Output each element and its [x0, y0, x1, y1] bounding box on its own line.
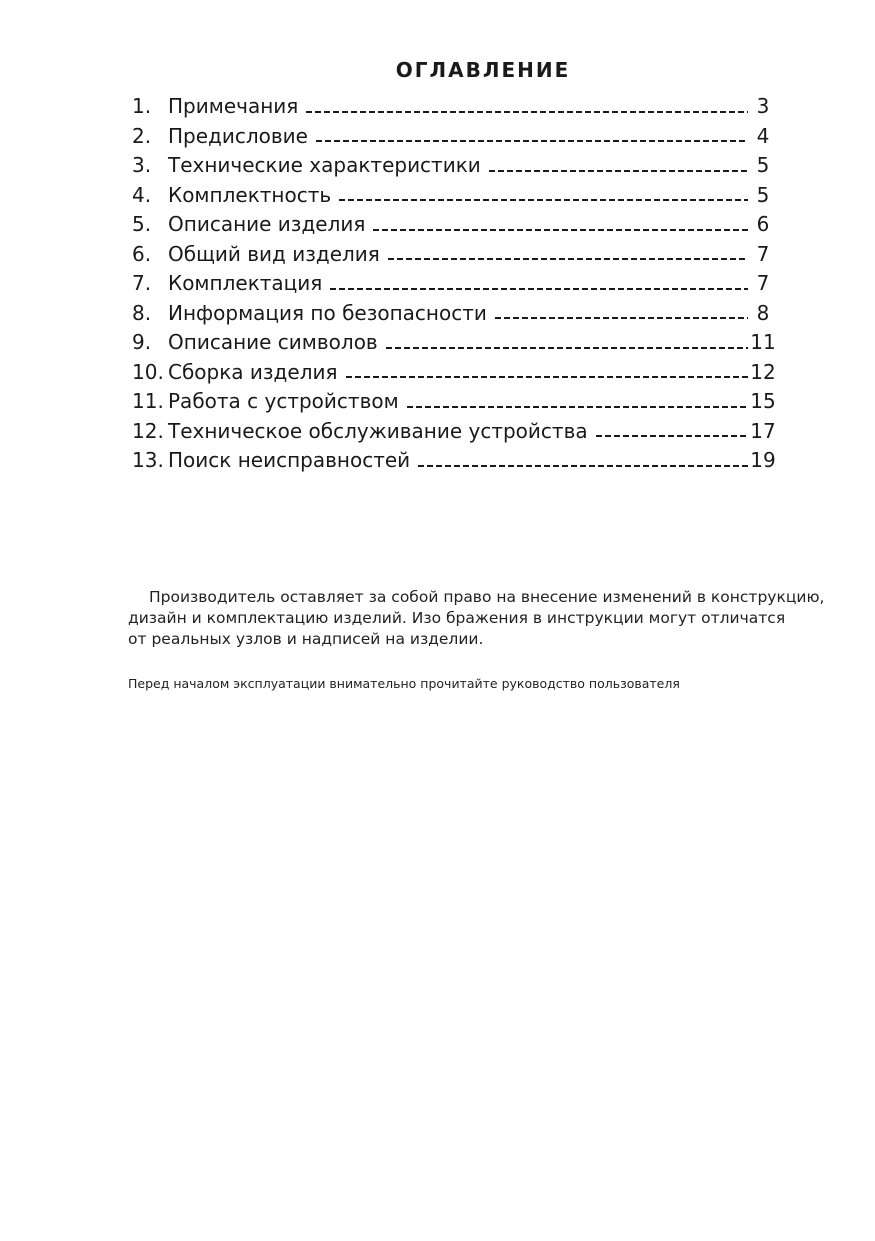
- toc-entry-title: Поиск неисправностей: [168, 448, 411, 472]
- toc-entry: [132, 181, 778, 211]
- toc-dash-leader: [407, 406, 748, 408]
- toc-dash-leader: [388, 258, 748, 260]
- toc-dash-leader: [330, 288, 748, 290]
- toc-entry-number: 3.: [132, 153, 152, 177]
- toc-entry-number: 4.: [132, 182, 152, 207]
- toc-dash-leader: [346, 376, 748, 378]
- toc-entry: [132, 358, 778, 388]
- toc-entry-number: 8.: [132, 300, 152, 325]
- toc-entry-title: Технические характеристики: [168, 153, 481, 177]
- toc-entry-number: 5.: [132, 212, 152, 236]
- toc-dash-leader: [386, 347, 748, 349]
- toc-dash-leader: [316, 140, 748, 142]
- toc-entry-number: 6.: [132, 241, 152, 266]
- toc-entry-page: 3: [756, 94, 770, 118]
- toc-entry-number: 1.: [132, 94, 152, 118]
- toc-entry-title: Примечания: [168, 94, 299, 118]
- toc-entry-page: 11: [750, 330, 776, 354]
- toc-entry-page: 12: [750, 359, 776, 384]
- toc-entry: [132, 92, 778, 122]
- toc-entry-page: 6: [756, 212, 770, 236]
- toc-entry-page: 7: [756, 271, 770, 295]
- toc-entry: [132, 387, 778, 417]
- toc-entry-page: 5: [756, 153, 770, 177]
- toc-entry: [132, 328, 778, 358]
- toc-entry-title: Предисловие: [168, 123, 308, 148]
- toc-entry-number: 11.: [132, 389, 164, 413]
- toc-entry-title: Работа с устройством: [168, 389, 399, 413]
- toc-entry-number: 10.: [132, 359, 164, 384]
- toc-entry-page: 15: [750, 389, 776, 413]
- toc-entry: [132, 446, 778, 476]
- toc-entry-title: Техническое обслуживание устройства: [168, 418, 588, 443]
- toc-entry-title: Сборка изделия: [168, 359, 338, 384]
- toc-entry-page: 5: [756, 182, 770, 207]
- toc-entry-page: 17: [750, 418, 776, 443]
- toc-entry-number: 2.: [132, 123, 152, 148]
- toc-entry-page: 8: [756, 300, 770, 325]
- toc-entry-title: Общий вид изделия: [168, 241, 380, 266]
- toc-entry: [132, 299, 778, 329]
- manufacturer-notice: [128, 587, 825, 650]
- notice-line-2: дизайн и комплектацию изделий. Изо бражения в инструкции могут отличатся: [128, 609, 786, 627]
- toc-entry-page: 4: [756, 123, 770, 148]
- toc-entry-number: 7.: [132, 271, 152, 295]
- toc-dash-leader: [489, 170, 748, 172]
- toc-title: ОГЛАВЛЕНИЕ: [395, 58, 571, 82]
- toc-dash-leader: [373, 229, 748, 231]
- toc-entry-page: 19: [750, 448, 776, 472]
- toc-entry-title: Комплектация: [168, 271, 323, 295]
- toc-entry: [132, 122, 778, 152]
- toc-entry: [132, 417, 778, 447]
- read-manual-warning: Перед началом эксплуатации внимательно прочитайте руководство пользователя: [128, 676, 680, 691]
- table-of-contents: [132, 92, 778, 476]
- toc-entry: [132, 151, 778, 181]
- toc-entry-title: Комплектность: [168, 182, 332, 207]
- toc-dash-leader: [339, 199, 748, 201]
- toc-entry-title: Описание изделия: [168, 212, 366, 236]
- toc-entry-title: Информация по безопасности: [168, 300, 487, 325]
- toc-entry-number: 12.: [132, 418, 164, 443]
- toc-entry-number: 13.: [132, 448, 164, 472]
- toc-dash-leader: [596, 435, 748, 437]
- toc-entry-page: 7: [756, 241, 770, 266]
- notice-line-3: от реальных узлов и надписей на изделии.: [128, 630, 484, 648]
- toc-entry: [132, 210, 778, 240]
- toc-dash-leader: [418, 465, 748, 467]
- toc-entry: [132, 269, 778, 299]
- notice-line-1: Производитель оставляет за собой право на внесение изменений в конструкцию,: [149, 588, 825, 606]
- toc-dash-leader: [306, 111, 748, 113]
- toc-entry-title: Описание символов: [168, 330, 378, 354]
- toc-entry: [132, 240, 778, 270]
- toc-dash-leader: [495, 317, 748, 319]
- toc-entry-number: 9.: [132, 330, 152, 354]
